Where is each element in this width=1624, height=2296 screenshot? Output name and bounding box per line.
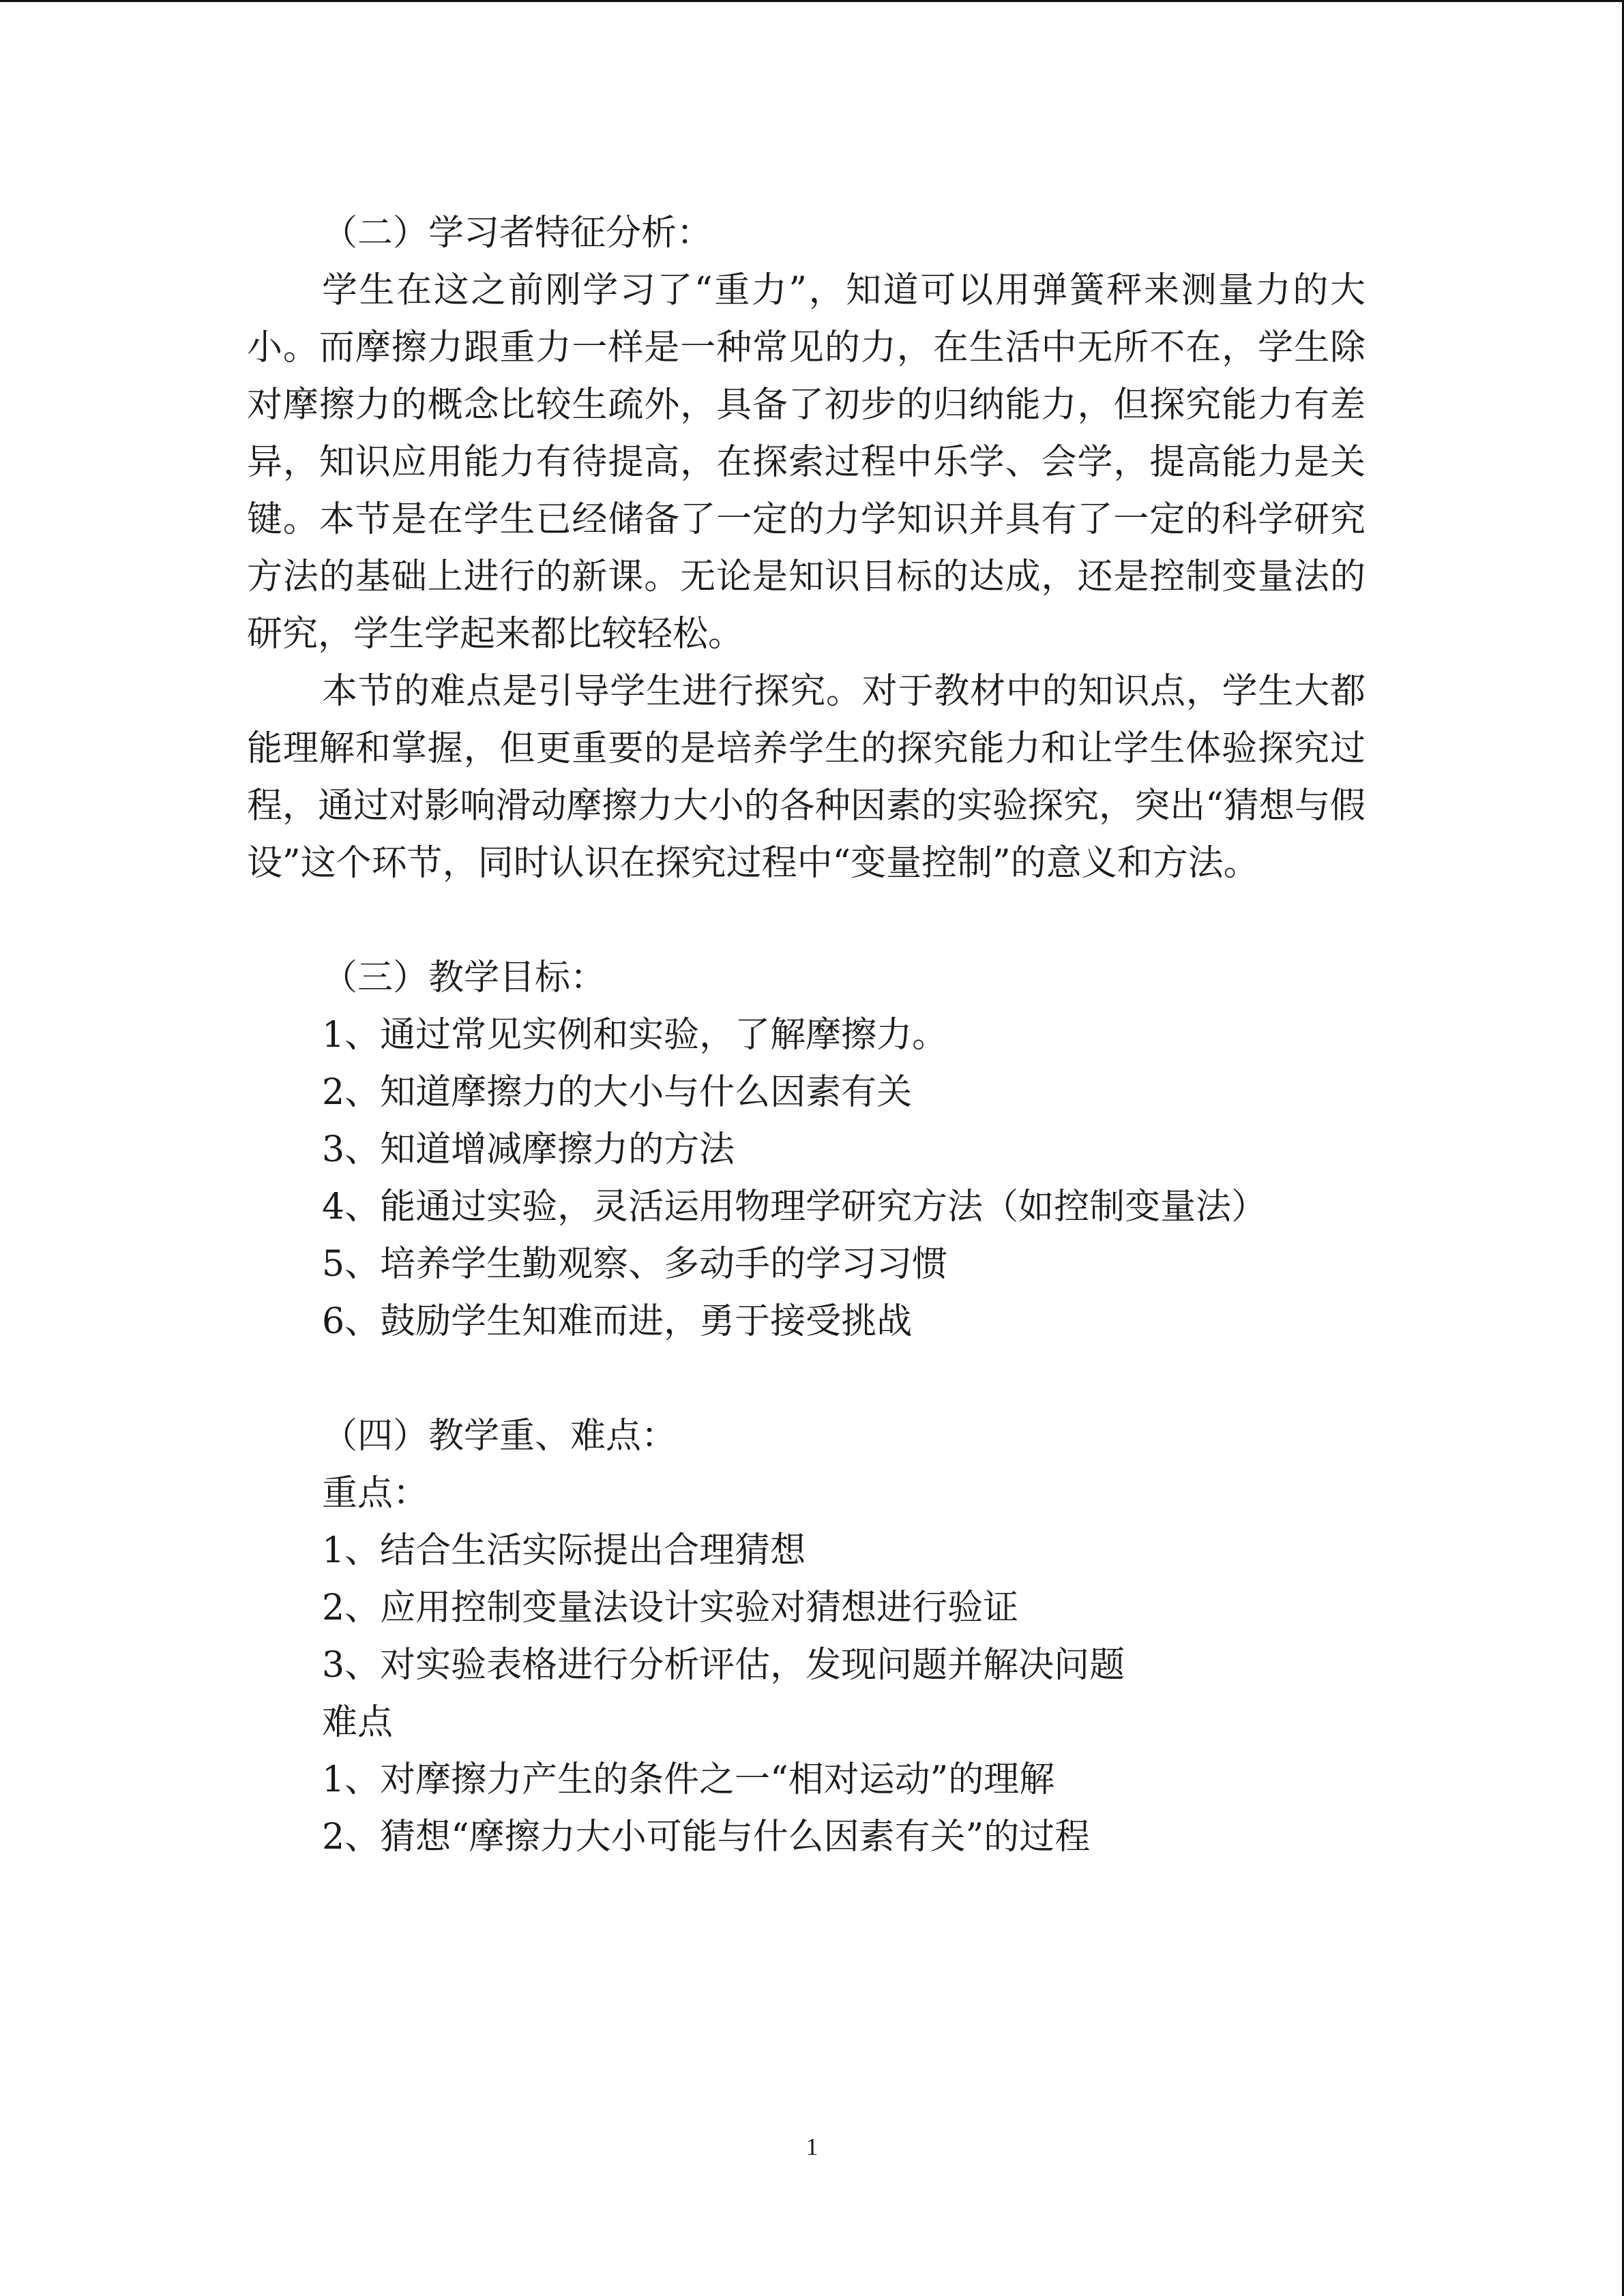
difficult-points-label: 难点: [322, 1702, 394, 1743]
key-point-item: 2、应用控制变量法设计实验对猜想进行验证: [322, 1587, 1019, 1628]
document-body: [247, 205, 1365, 1866]
goal-item: 1、通过常见实例和实验，了解摩擦力。: [322, 1015, 948, 1056]
key-point-item: 3、对实验表格进行分析评估，发现问题并解决问题: [322, 1645, 1125, 1686]
goal-item: 5、培养学生勤观察、多动手的学习习惯: [322, 1244, 948, 1285]
difficult-point-item: 2、猜想“摩擦力大小可能与什么因素有关”的过程: [322, 1817, 1091, 1858]
section-heading-learner-analysis: （二）学习者特征分析：: [322, 213, 713, 254]
difficult-point-item: 1、对摩擦力产生的条件之一“相对运动”的理解: [322, 1759, 1055, 1800]
page-number: 1: [806, 2133, 818, 2160]
paragraph-learner-background: 学生在这之前刚学习了“重力”，知道可以用弹簧秤来测量力的大小。而摩擦力跟重力一样是一种常见的力，在生活中无所不在，学生除对摩擦力的概念比较生疏外，具备了初步的归纳能力，但探究能力有差异，知识应用能力有待提高，在探索过程中乐学、会学，提高能力是关键。本节是在学生已经储备了一定的力学知识并具有了一定的科学研究方法的基础上进行的新课。无论是知识目标的达成，还是控制变量法的研究，学生学起来都比较轻松。: [247, 270, 1365, 655]
goal-item: 6、鼓励学生知难而进，勇于接受挑战: [322, 1301, 913, 1342]
key-point-item: 1、结合生活实际提出合理猜想: [322, 1530, 806, 1571]
goal-item: 2、知道摩擦力的大小与什么因素有关: [322, 1072, 913, 1113]
spacer: [247, 1350, 1365, 1407]
goal-item: 3、知道增减摩擦力的方法: [322, 1129, 735, 1170]
section-heading-key-difficult-points: （四）教学重、难点：: [322, 1416, 677, 1457]
goal-item: 4、能通过实验，灵活运用物理学研究方法（如控制变量法）: [322, 1187, 1267, 1227]
spacer: [247, 892, 1365, 949]
key-points-label: 重点：: [322, 1473, 429, 1514]
page-border-top: [0, 0, 1624, 2]
section-heading-teaching-goals: （三）教学目标：: [322, 957, 606, 998]
paragraph-section-difficulty: 本节的难点是引导学生进行探究。对于教材中的知识点，学生大都能理解和掌握，但更重要的是培养学生的探究能力和让学生体验探究过程，通过对影响滑动摩擦力大小的各种因素的实验探究，突出“猜想与假设”这个环节，同时认识在探究过程中“变量控制”的意义和方法。: [247, 671, 1365, 884]
